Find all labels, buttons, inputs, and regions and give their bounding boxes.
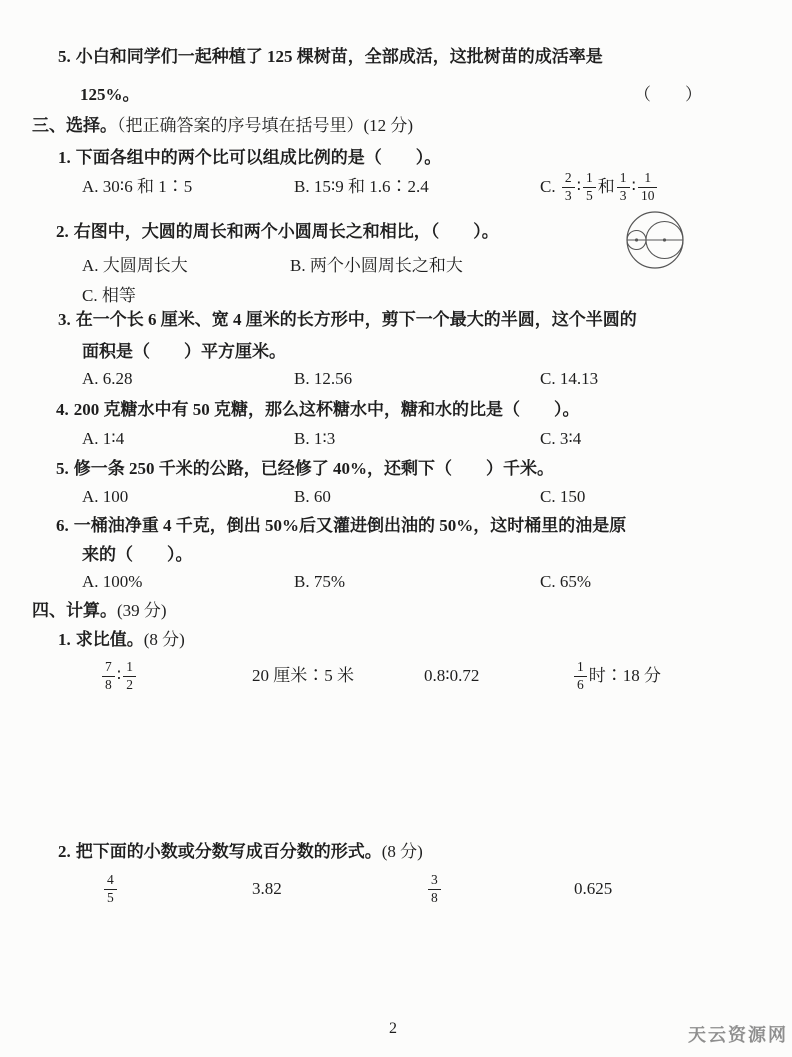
fraction: $\frac{1}{3}$ <box>617 170 630 205</box>
question-text: 下面各组中的两个比可以组成比例的是（ ）。 <box>75 148 442 167</box>
calc-q1-items <box>0 653 792 699</box>
choice-q1-options <box>0 165 792 209</box>
section3-heading <box>32 115 413 136</box>
question-number: 3. <box>58 310 71 329</box>
calc-item-4 <box>572 653 661 699</box>
fraction: $\frac{7}{8}$ <box>102 659 115 694</box>
option-b: B. 15∶9 和 1.6∶2.4 <box>294 177 429 196</box>
option-a: A. 大圆周长大 <box>82 256 188 275</box>
question-text: 右图中，大圆的周长和两个小圆周长之和相比，（ ）。 <box>73 222 499 241</box>
ratio-colon: ∶ <box>631 177 636 196</box>
question-text: 修一条 250 千米的公路，已经修了 40%，还剩下（ ）千米。 <box>73 459 554 478</box>
choice-q3-stem-line2: 面积是（ ）平方厘米。 <box>82 342 286 361</box>
option-a: A. 1∶4 <box>82 429 125 448</box>
choice-q4-stem <box>56 399 580 420</box>
option-c: C. 14.13 <box>540 369 599 388</box>
choice-q2-stem <box>56 221 499 242</box>
section4-points: (39 分) <box>117 601 167 620</box>
question-number: 2. <box>58 842 71 861</box>
option-b: B. 1∶3 <box>294 429 336 448</box>
option-b: B. 12.56 <box>294 369 353 388</box>
question-text: 求比值。 <box>75 630 144 649</box>
question-text: 小白和同学们一起种植了 125 棵树苗，全部成活，这批树苗的成活率是 <box>75 47 603 66</box>
option-a: A. 6.28 <box>82 369 133 388</box>
option-c: C. 3∶4 <box>540 429 582 448</box>
convert-item-4: 0.625 <box>574 879 613 898</box>
question-number: 5. <box>56 459 69 478</box>
fraction: $\frac{1}{2}$ <box>123 659 136 694</box>
section4-title: 四、计算。 <box>32 601 117 620</box>
calc-q2-items <box>0 866 792 912</box>
calc-item-1 <box>100 653 138 699</box>
option-a: A. 100% <box>82 572 143 591</box>
calc-q1-title <box>58 629 185 650</box>
option-a: A. 30∶6 和 1∶5 <box>82 177 193 196</box>
judge-q5-line2: 125%。 <box>80 85 140 104</box>
question-text: 在一个长 6 厘米、宽 4 厘米的长方形中，剪下一个最大的半圆，这个半圆的 <box>75 310 637 329</box>
points: (8 分) <box>381 842 423 861</box>
section4-heading <box>32 600 167 621</box>
judge-q5-line1 <box>58 46 603 67</box>
question-number: 1. <box>58 630 71 649</box>
question-text: 一桶油净重 4 千克，倒出 50%后又灌进倒出油的 50%，这时桶里的油是原 <box>73 516 627 535</box>
option-b: B. 75% <box>294 572 345 591</box>
option-c <box>540 165 659 209</box>
calc-q2-title <box>58 841 423 862</box>
fraction: $\frac{1}{10}$ <box>638 170 658 205</box>
points: (8 分) <box>143 630 185 649</box>
circles-diagram <box>622 208 688 274</box>
page-number: 2 <box>389 1020 397 1037</box>
question-text: 把下面的小数或分数写成百分数的形式。 <box>75 842 382 861</box>
question-number: 6. <box>56 516 69 535</box>
ratio-colon: ∶ <box>116 666 122 685</box>
section3-title: 三、选择。 <box>32 116 117 135</box>
fraction: $\frac{3}{8}$ <box>428 872 441 907</box>
option-a: A. 100 <box>82 487 129 506</box>
ratio-colon: ∶ <box>576 177 582 196</box>
fraction: $\frac{2}{3}$ <box>562 170 575 205</box>
question-text: 200 克糖水中有 50 克糖，那么这杯糖水中，糖和水的比是（ ）。 <box>73 400 580 419</box>
question-number: 1. <box>58 148 71 167</box>
option-c: C. 相等 <box>82 286 136 305</box>
section3-instruction: （把正确答案的序号填在括号里） <box>117 116 364 135</box>
calc-item-3: 0.8∶0.72 <box>424 666 480 685</box>
item-text: 时∶18 分 <box>588 666 661 685</box>
convert-item-1 <box>102 866 119 912</box>
fraction: $\frac{1}{6}$ <box>574 659 587 694</box>
choice-q6-stem-line1 <box>56 515 626 536</box>
answer-blank: （ ） <box>634 85 702 104</box>
option-label: C. <box>540 177 556 196</box>
fraction: $\frac{1}{5}$ <box>583 170 596 205</box>
and-text: 和 <box>597 177 615 196</box>
option-c: C. 65% <box>540 572 591 591</box>
option-c: C. 150 <box>540 487 586 506</box>
convert-item-3 <box>426 866 443 912</box>
watermark: 天云资源网 <box>688 1025 788 1046</box>
question-number: 5. <box>58 47 71 66</box>
convert-item-2: 3.82 <box>252 879 282 898</box>
calc-item-2: 20 厘米∶5 米 <box>252 666 354 685</box>
choice-q3-stem-line1 <box>58 309 637 330</box>
question-number: 2. <box>56 222 69 241</box>
fraction: $\frac{4}{5}$ <box>104 872 117 907</box>
option-b: B. 60 <box>294 487 331 506</box>
choice-q6-stem-line2: 来的（ ）。 <box>82 545 193 564</box>
question-number: 4. <box>56 400 69 419</box>
option-b: B. 两个小圆周长之和大 <box>290 256 463 275</box>
section3-points: (12 分) <box>363 116 414 135</box>
choice-q5-stem <box>56 458 554 479</box>
